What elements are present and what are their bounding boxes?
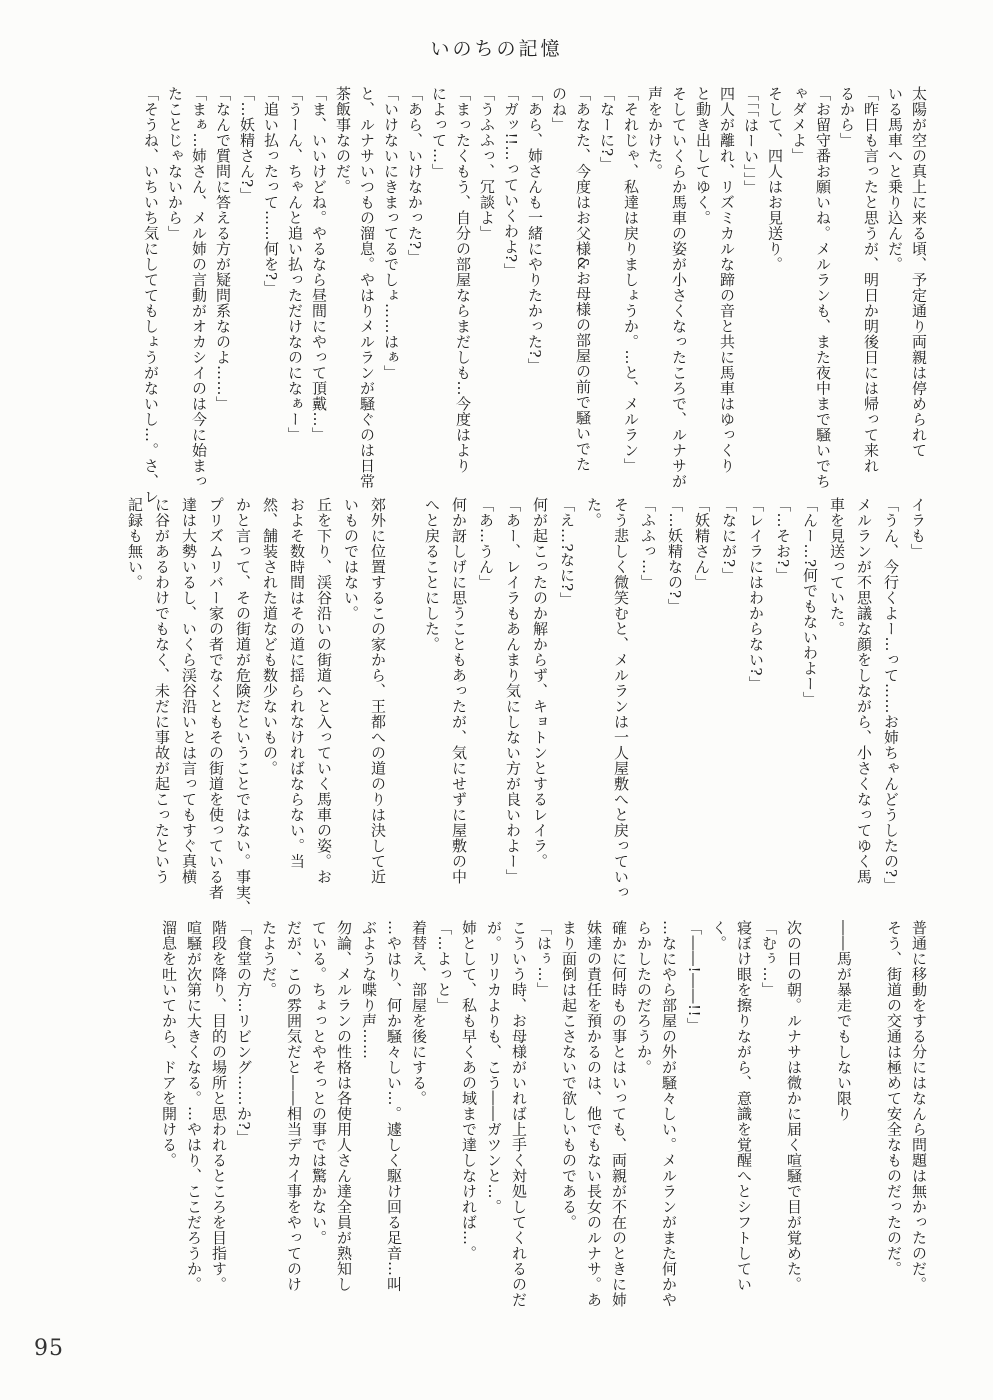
text-column: そして、四人はお見送り。: [766, 86, 784, 272]
text-column: 「あら、いけなかった?」: [406, 86, 424, 266]
text-column: 溜息を吐いてから、ドアを開ける。: [160, 920, 178, 1168]
text-column: こういう時、お母様がいれば上手く対処してくれるのだ: [510, 920, 528, 1308]
text-column: 「「「はーい」」」: [742, 86, 760, 196]
text-column: 四人が離れ、リズミカルな蹄の音と共に馬車はゆっくり: [718, 86, 736, 474]
text-column: 丘を下り、渓谷沿いの街道へと入っていく馬車の姿。お: [315, 497, 333, 885]
text-column: たことじゃないから」: [166, 86, 184, 241]
text-column: プリズムリバー家の者でなくともその街道を使っている者: [207, 497, 225, 900]
text-column: 普通に移動をする分にはなんら問題は無かったのだ。: [910, 920, 928, 1292]
text-column: 「ま、いいけどね。やるなら昼間にやって頂戴…」: [310, 86, 328, 443]
text-column: だが、この雰囲気だと――相当デカイ事をやってのけ: [285, 920, 303, 1292]
text-column: 「まったくもう、自分の部屋ならまだしも…今度はより: [454, 86, 472, 474]
text-column: 記録も無い。: [126, 497, 144, 590]
text-column: ている。ちょっとやそっとの事では驚かない。: [310, 920, 328, 1246]
text-column: [856, 920, 881, 1350]
text-column: 「…妖精なの?」: [666, 497, 684, 615]
text-column: と、ルナサいつもの溜息。やはりメルランが騒ぐのは日常: [358, 86, 376, 489]
text-column: が。リリカよりも、こう――ガツンと…。: [485, 920, 503, 1215]
text-column: 喧騒が次第に大きくなる。…やはり、ここだろうか。: [185, 920, 203, 1292]
text-band-middle: [121, 497, 931, 916]
text-column: 「うーん、ちゃんと追い払っただけなのになぁー」: [286, 86, 304, 443]
page-number: 95: [34, 1336, 64, 1361]
text-column: 「食堂の方…リビング……か?」: [235, 920, 253, 1146]
text-column: と動き出してゆく。: [694, 86, 712, 226]
text-column: 寝ぼけ眼を擦りながら、意識を覚醒へとシフトしてい: [735, 920, 753, 1292]
text-column: 「それじゃ、私達は戻りましょうか。…と、メルラン」: [622, 86, 640, 474]
text-column: 確かに何時もの事とはいっても、両親が不在のときに姉: [610, 920, 628, 1308]
text-column: イラも」: [909, 497, 927, 559]
text-column: そう悲しく微笑むと、メルランは一人屋敷へと戻っていっ: [612, 497, 630, 900]
text-column: ぶような喋り声……: [360, 920, 378, 1060]
text-column: およそ数時間はその道に揺られなければならない。当: [288, 497, 306, 869]
text-column: 「んー…?何でもないわよー」: [801, 497, 819, 708]
text-column: たようだ。: [260, 920, 278, 998]
text-column: 「むぅ…」: [760, 920, 778, 998]
text-column: 何が起こったのか解からず、キョトンとするレイラ。: [531, 497, 549, 869]
text-column: 郊外に位置するこの家から、王都への道のりは決して近: [369, 497, 387, 885]
text-column: 「なんで質問に答える方が疑問系なのよ……」: [214, 86, 232, 412]
text-column: 車を見送っていた。: [828, 497, 846, 637]
text-column: 「ふふっ…」: [639, 497, 657, 590]
text-column: 何か訝しげに思うこともあったが、気にせずに屋敷の中: [450, 497, 468, 885]
text-column: 「うん、今行くよー…って……お姉ちゃんどうしたの?」: [882, 497, 900, 894]
text-column: 「あー、レイラもあんまり気にしない方が良いわよー」: [504, 497, 522, 885]
text-column: 「そうね、いちいち気にしててもしょうがないし…。さ、レ: [142, 86, 160, 505]
text-column: 太陽が空の真上に来る頃、予定通り両親は停められて: [910, 86, 928, 458]
text-column: 次の日の朝。ルナサは微かに届く喧騒で目が覚めた。: [785, 920, 803, 1292]
text-column: た。: [585, 497, 603, 528]
text-column: に谷があるわけでもなく、未だに事故が起こったという: [153, 497, 171, 885]
text-column: 達は大勢いるし、いくら渓谷沿いとは言ってもすぐ真横: [180, 497, 198, 885]
text-column: 「いけないにきまってるでしょ……はぁ」: [382, 86, 400, 381]
text-column: へと戻ることにした。: [423, 497, 441, 652]
text-column: …やはり、何か騒々しい…。遽しく駆け回る足音…叫: [385, 920, 403, 1292]
text-column: 「はぅ…」: [535, 920, 553, 998]
text-column: そしていくらか馬車の姿が小さくなったころで、ルナサが: [670, 86, 688, 489]
text-column: [806, 920, 831, 1350]
text-band-bottom: [156, 920, 931, 1350]
text-column: 「え…?なに?」: [558, 497, 576, 608]
text-column: 茶飯事なのだ。: [334, 86, 352, 195]
text-column: 勿論、メルランの性格は各使用人さん達全員が熟知し: [335, 920, 353, 1292]
text-column: 「昨日も言ったと思うが、明日か明後日には帰って来れ: [862, 86, 880, 474]
text-column: 「レイラにはわからない?」: [747, 497, 765, 692]
text-column: ――馬が暴走でもしない限り: [835, 920, 853, 1122]
text-column: らかしたのだろうか。: [635, 920, 653, 1075]
text-column: 「あら、姉さんも一緒にやりたかった?」: [526, 86, 544, 374]
text-column: 「あ…うん」: [477, 497, 495, 590]
text-column: 「追い払ったって……何を?」: [262, 86, 280, 297]
text-column: 「…妖精さん?」: [238, 86, 256, 204]
text-column: ゃダメよ」: [790, 86, 808, 164]
text-column: 「あなた、今度はお父様&お母様の部屋の前で騒いでた: [574, 86, 592, 472]
text-column: 「妖精さん」: [693, 497, 711, 590]
text-column: 「なーに?」: [598, 86, 616, 173]
text-column: 声をかけた。: [646, 86, 664, 179]
text-column: まり面倒は起こさないで欲しいものである。: [560, 920, 578, 1230]
text-column: 「…そお?」: [774, 497, 792, 584]
text-column: のね」: [550, 86, 568, 133]
text-column: 「――!――!!」: [685, 920, 703, 1033]
text-column: 妹達の責任を預かるのは、他でもない長女のルナサ。あ: [585, 920, 603, 1308]
text-column: 「ガッ!!…っていくわよ?」: [502, 86, 520, 279]
text-column: 「まぁ…姉さん、メル姉の言動がオカシイのは今に始まっ: [190, 86, 208, 489]
text-column: 然、舗装された道なども数少ないもの。: [261, 497, 279, 776]
text-column: 「…よっと」: [435, 920, 453, 1013]
text-column: く。: [710, 920, 728, 951]
text-column: いものではない。: [342, 497, 360, 621]
text-column: によって…」: [430, 86, 448, 179]
text-column: かと言って、その街道が危険だということではない。事実、: [234, 497, 252, 916]
text-column: 「なにが?」: [720, 497, 738, 584]
text-column: メルランが不思議な顔をしながら、小さくなってゆく馬: [855, 497, 873, 885]
text-column: …なにやら部屋の外が騒々しい。メルランがまた何かや: [660, 920, 678, 1308]
text-column: そう、街道の交通は極めて安全なものだったのだ。: [885, 920, 903, 1277]
text-column: 「お留守番お願いね。メルランも、また夜中まで騒いでち: [814, 86, 832, 489]
text-column: [391, 497, 418, 902]
text-column: 階段を降り、目的の場所と思われるところを目指す。: [210, 920, 228, 1292]
text-column: るから」: [838, 86, 856, 148]
text-band-top: [139, 86, 931, 505]
text-column: 着替え、部屋を後にする。: [410, 920, 428, 1106]
text-column: 姉として、私も早くあの域まで達しなければ…。: [460, 920, 478, 1261]
text-column: 「うふふっ、冗談よ」: [478, 86, 496, 241]
page-title: いのちの記憶: [430, 38, 563, 60]
text-column: いる馬車へと乗り込んだ。: [886, 86, 904, 272]
